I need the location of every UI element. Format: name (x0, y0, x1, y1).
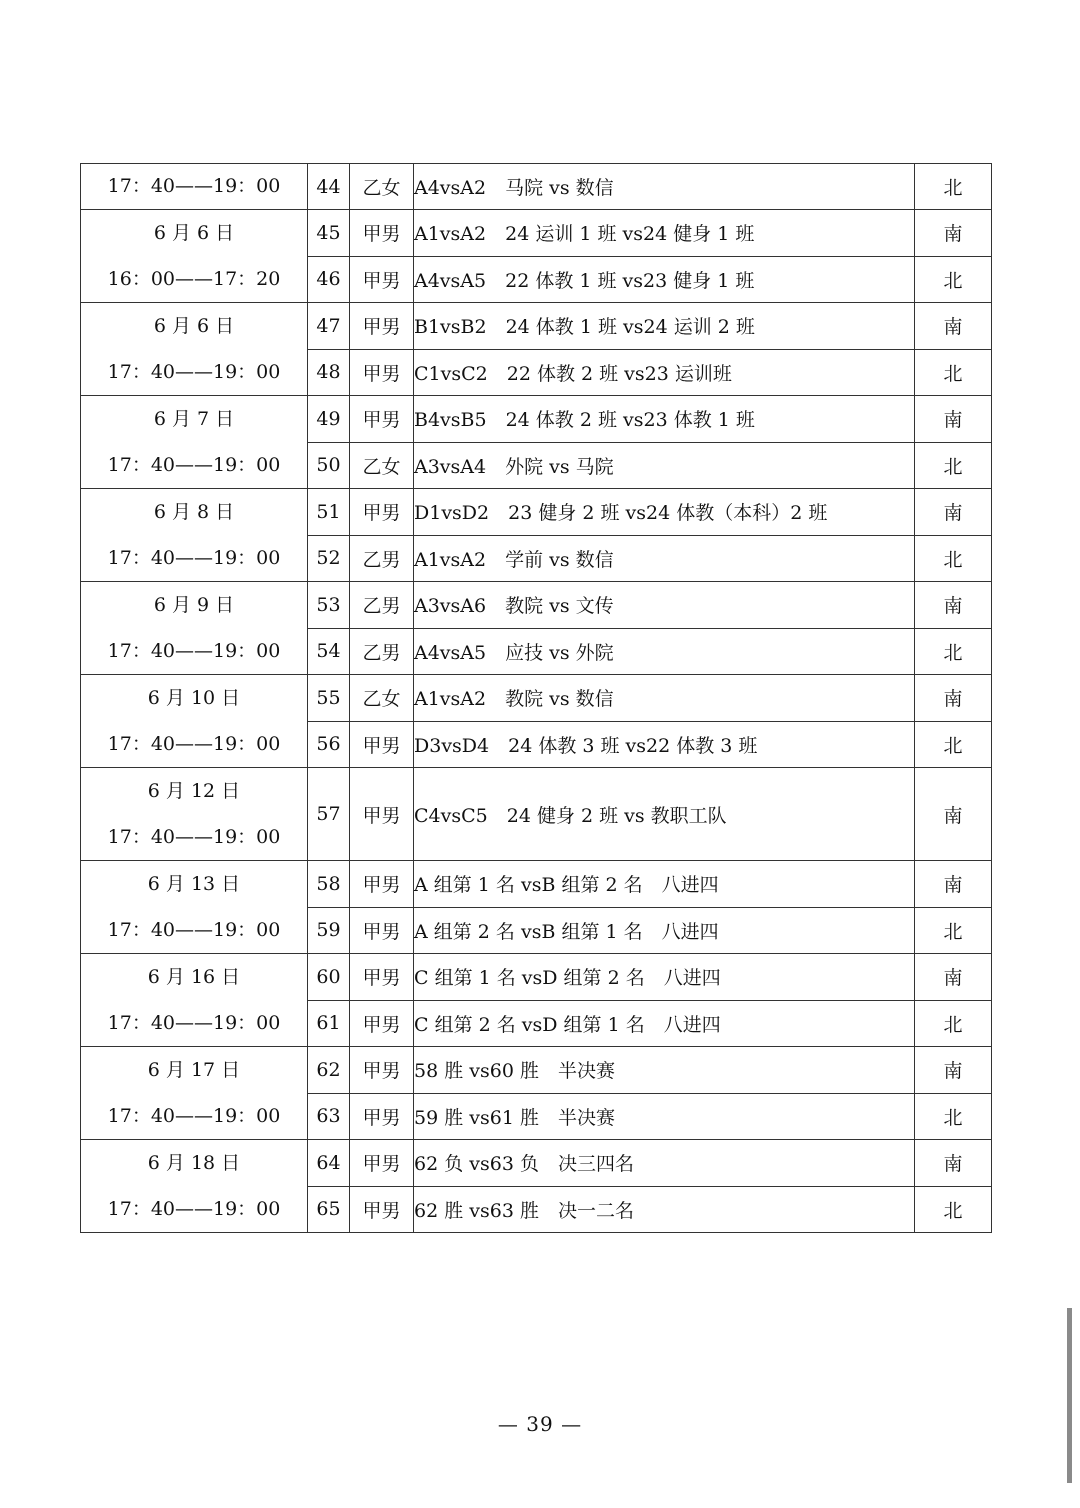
match-number: 62 (308, 1047, 350, 1094)
match-number: 61 (308, 1000, 350, 1047)
date-time-cell (81, 210, 308, 303)
match-cell: 62 胜 vs63 胜 决一二名 (414, 1186, 915, 1233)
time-text: 17：40——19：00 (107, 640, 281, 662)
time-text: 17：40——19：00 (107, 547, 281, 569)
group-cell: 甲男 (350, 907, 414, 954)
time-text: 16：00——17：20 (107, 268, 281, 290)
match-cell: A4vsA5 应技 vs 外院 (414, 628, 915, 675)
group-cell: 甲男 (350, 768, 414, 861)
venue-cell: 北 (915, 256, 992, 303)
match-number: 44 (308, 164, 350, 210)
match-number: 65 (308, 1186, 350, 1233)
group-cell: 甲男 (350, 303, 414, 350)
date-text: 6 月 12 日 (147, 780, 241, 802)
match-cell: B1vsB2 24 体教 1 班 vs24 运训 2 班 (414, 303, 915, 350)
venue-cell: 南 (915, 396, 992, 443)
venue-cell: 北 (915, 164, 992, 210)
date-time-cell (81, 396, 308, 489)
date-time-cell (81, 489, 308, 582)
time-text: 17：40——19：00 (107, 919, 281, 941)
date-time-cell (81, 303, 308, 396)
group-cell: 乙女 (350, 675, 414, 722)
date-text: 6 月 9 日 (153, 594, 235, 616)
match-number: 45 (308, 210, 350, 257)
venue-cell: 南 (915, 489, 992, 536)
group-cell: 甲男 (350, 954, 414, 1001)
date-time-cell (81, 582, 308, 675)
venue-cell: 北 (915, 721, 992, 768)
match-cell: C 组第 2 名 vsD 组第 1 名 八进四 (414, 1000, 915, 1047)
table-row (81, 164, 992, 210)
group-cell: 甲男 (350, 210, 414, 257)
match-number: 47 (308, 303, 350, 350)
group-cell: 甲男 (350, 1186, 414, 1233)
venue-cell: 北 (915, 349, 992, 396)
match-cell: A4vsA5 22 体教 1 班 vs23 健身 1 班 (414, 256, 915, 303)
page-number: — 39 — (497, 1412, 583, 1436)
venue-cell: 南 (915, 1140, 992, 1187)
match-cell: A1vsA2 学前 vs 数信 (414, 535, 915, 582)
venue-cell: 南 (915, 768, 992, 861)
time-text: 17：40——19：00 (107, 1198, 281, 1220)
group-cell: 乙男 (350, 582, 414, 629)
time-text: 17：40——19：00 (107, 826, 281, 848)
venue-cell: 南 (915, 675, 992, 722)
match-number: 49 (308, 396, 350, 443)
venue-cell: 北 (915, 442, 992, 489)
venue-cell: 南 (915, 954, 992, 1001)
date-time-cell (81, 768, 308, 861)
date-time-cell (81, 1047, 308, 1140)
date-time-cell (81, 861, 308, 954)
venue-cell: 北 (915, 535, 992, 582)
group-cell: 乙女 (350, 442, 414, 489)
time-text: 17：40——19：00 (107, 454, 281, 476)
time-text: 17：40——19：00 (107, 1105, 281, 1127)
match-cell: C 组第 1 名 vsD 组第 2 名 八进四 (414, 954, 915, 1001)
match-number: 64 (308, 1140, 350, 1187)
time-text: 17：40——19：00 (107, 361, 281, 383)
match-number: 59 (308, 907, 350, 954)
match-number: 60 (308, 954, 350, 1001)
match-cell: 59 胜 vs61 胜 半决赛 (414, 1093, 915, 1140)
date-time-cell (81, 675, 308, 768)
match-cell: A1vsA2 24 运训 1 班 vs24 健身 1 班 (414, 210, 915, 257)
table-row (81, 210, 992, 257)
match-cell: A4vsA2 马院 vs 数信 (414, 164, 915, 210)
match-cell: A 组第 2 名 vsB 组第 1 名 八进四 (414, 907, 915, 954)
match-cell: B4vsB5 24 体教 2 班 vs23 体教 1 班 (414, 396, 915, 443)
group-cell: 甲男 (350, 1047, 414, 1094)
group-cell: 乙男 (350, 628, 414, 675)
date-text: 6 月 6 日 (153, 315, 235, 337)
match-number: 52 (308, 535, 350, 582)
match-number: 54 (308, 628, 350, 675)
match-cell: A3vsA4 外院 vs 马院 (414, 442, 915, 489)
table-row (81, 489, 992, 536)
match-number: 50 (308, 442, 350, 489)
venue-cell: 南 (915, 582, 992, 629)
date-text: 6 月 18 日 (147, 1152, 241, 1174)
table-row (81, 303, 992, 350)
date-text: 6 月 16 日 (147, 966, 241, 988)
match-cell: A 组第 1 名 vsB 组第 2 名 八进四 (414, 861, 915, 908)
group-cell: 甲男 (350, 256, 414, 303)
match-number: 51 (308, 489, 350, 536)
match-number: 58 (308, 861, 350, 908)
match-cell: 62 负 vs63 负 决三四名 (414, 1140, 915, 1187)
match-cell: 58 胜 vs60 胜 半决赛 (414, 1047, 915, 1094)
venue-cell: 北 (915, 1000, 992, 1047)
match-number: 57 (308, 768, 350, 861)
table-row (81, 1047, 992, 1094)
group-cell: 甲男 (350, 1093, 414, 1140)
table-row (81, 861, 992, 908)
match-number: 53 (308, 582, 350, 629)
venue-cell: 南 (915, 210, 992, 257)
match-cell: C4vsC5 24 健身 2 班 vs 教职工队 (414, 768, 915, 861)
group-cell: 甲男 (350, 349, 414, 396)
date-text: 6 月 7 日 (153, 408, 235, 430)
page-edge-bar (1067, 1308, 1072, 1483)
date-text: 6 月 17 日 (147, 1059, 241, 1081)
date-time-cell (81, 954, 308, 1047)
group-cell: 甲男 (350, 489, 414, 536)
table-row (81, 582, 992, 629)
table-row (81, 675, 992, 722)
match-number: 55 (308, 675, 350, 722)
group-cell: 乙男 (350, 535, 414, 582)
time-text: 17：40——19：00 (107, 733, 281, 755)
table-row (81, 768, 992, 861)
table-row (81, 1140, 992, 1187)
match-cell: C1vsC2 22 体教 2 班 vs23 运训班 (414, 349, 915, 396)
venue-cell: 北 (915, 907, 992, 954)
venue-cell: 南 (915, 303, 992, 350)
time-cell: 17：40——19：00 (81, 164, 308, 210)
match-cell: D1vsD2 23 健身 2 班 vs24 体教（本科）2 班 (414, 489, 915, 536)
table-row (81, 396, 992, 443)
group-cell: 甲男 (350, 1140, 414, 1187)
schedule-table (80, 163, 992, 1233)
date-text: 6 月 13 日 (147, 873, 241, 895)
match-cell: A3vsA6 教院 vs 文传 (414, 582, 915, 629)
group-cell: 甲男 (350, 721, 414, 768)
group-cell: 甲男 (350, 396, 414, 443)
group-cell: 甲男 (350, 861, 414, 908)
match-number: 46 (308, 256, 350, 303)
date-text: 6 月 10 日 (147, 687, 241, 709)
group-cell: 乙女 (350, 164, 414, 210)
match-number: 56 (308, 721, 350, 768)
match-number: 63 (308, 1093, 350, 1140)
date-text: 6 月 6 日 (153, 222, 235, 244)
venue-cell: 南 (915, 1047, 992, 1094)
venue-cell: 北 (915, 1093, 992, 1140)
venue-cell: 北 (915, 1186, 992, 1233)
date-text: 6 月 8 日 (153, 501, 235, 523)
table-row (81, 954, 992, 1001)
venue-cell: 北 (915, 628, 992, 675)
group-cell: 甲男 (350, 1000, 414, 1047)
match-number: 48 (308, 349, 350, 396)
date-time-cell (81, 1140, 308, 1233)
venue-cell: 南 (915, 861, 992, 908)
match-cell: A1vsA2 教院 vs 数信 (414, 675, 915, 722)
match-cell: D3vsD4 24 体教 3 班 vs22 体教 3 班 (414, 721, 915, 768)
time-text: 17：40——19：00 (107, 1012, 281, 1034)
